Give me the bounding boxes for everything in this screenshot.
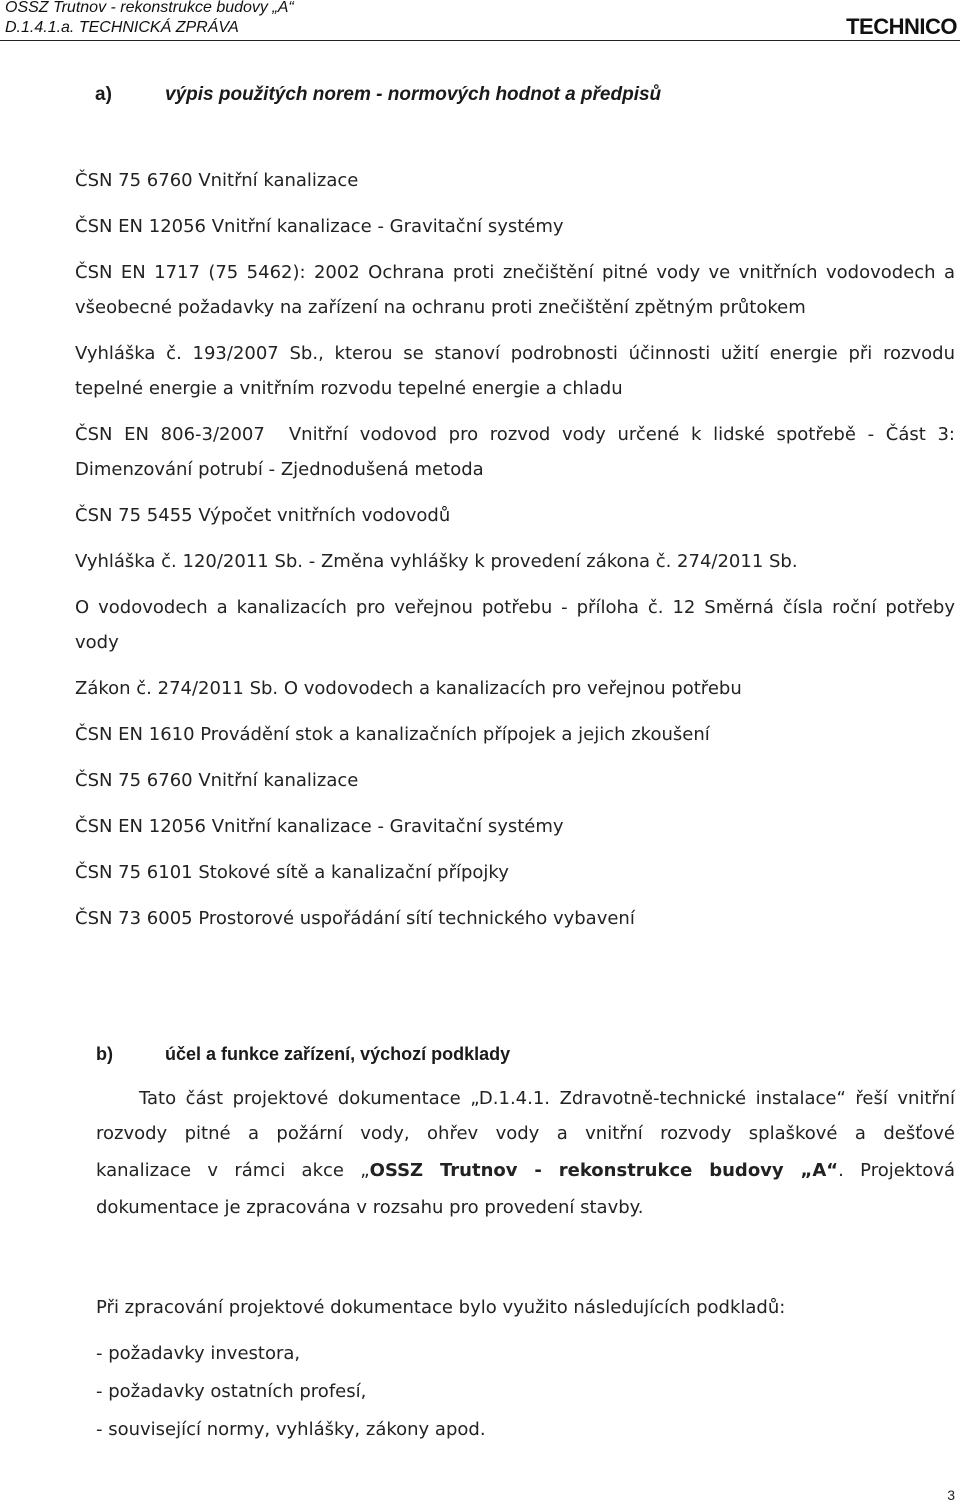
norm-item: všeobecné požadavky na zařízení na ochranu proti znečištění zpětným průtokem <box>75 297 806 318</box>
norm-code: ČSN EN 806-3/2007 <box>75 424 265 445</box>
norm-item: ČSN 73 6005 Prostorové uspořádání sítí technického vybavení <box>75 908 635 929</box>
norm-item: Vyhláška č. 120/2011 Sb. - Změna vyhlášky k provedení zákona č. 274/2011 Sb. <box>75 551 798 572</box>
norm-item: O vodovodech a kanalizacích pro veřejnou potřebu - příloha č. 12 Směrná čísla roční potřeby <box>75 597 955 618</box>
document-code: D.1.4.1.a. TECHNICKÁ ZPRÁVA <box>5 19 239 36</box>
section-b-letter: b) <box>96 1044 113 1064</box>
norm-item: ČSN EN 1717 (75 5462): 2002 Ochrana proti znečištění pitné vody ve vnitřních vodovodech a <box>75 262 955 283</box>
section-a-title: výpis použitých norem - normových hodnot a předpisů <box>165 84 662 105</box>
section-a-letter: a) <box>95 84 112 105</box>
paragraph-line: rozvody pitné a požární vody, ohřev vody a vnitřní rozvody splaškové a dešťové <box>96 1123 955 1144</box>
list-item: - požadavky investora, <box>96 1343 301 1364</box>
company-logo: TECHNICO <box>846 14 957 39</box>
norm-item: ČSN 75 6760 Vnitřní kanalizace <box>75 770 359 791</box>
document-title: OSSZ Trutnov - rekonstrukce budovy „A“ <box>5 0 294 16</box>
norm-item: ČSN EN 1610 Provádění stok a kanalizačních přípojek a jejich zkoušení <box>75 724 710 745</box>
norm-item: Dimenzování potrubí - Zjednodušená metoda <box>75 459 484 480</box>
norm-item: ČSN EN 12056 Vnitřní kanalizace - Gravitační systémy <box>75 216 564 237</box>
paragraph-line: Tato část projektové dokumentace „D.1.4.1. Zdravotně-technické instalace“ řeší vnitřní <box>139 1088 955 1109</box>
list-item: - související normy, vyhlášky, zákony apod. <box>96 1419 486 1440</box>
sources-intro: Při zpracování projektové dokumentace bylo využito následujících podkladů: <box>96 1297 786 1318</box>
paragraph-line: kanalizace v rámci akce „OSSZ Trutnov - rekonstrukce budovy „A“. Projektová <box>96 1160 955 1181</box>
norm-item: ČSN 75 6101 Stokové sítě a kanalizační přípojky <box>75 862 509 883</box>
section-b-title: účel a funkce zařízení, výchozí podklady <box>165 1044 511 1064</box>
project-name: OSSZ Trutnov - rekonstrukce budovy „A“ <box>369 1160 839 1181</box>
norm-item: ČSN 75 5455 Výpočet vnitřních vodovodů <box>75 505 451 526</box>
norm-item: vody <box>75 632 119 653</box>
paragraph-line: dokumentace je zpracována v rozsahu pro provedení stavby. <box>96 1197 644 1218</box>
norm-item <box>75 424 955 445</box>
norm-item: tepelné energie a vnitřním rozvodu tepelné energie a chladu <box>75 378 623 399</box>
norm-item: Vyhláška č. 193/2007 Sb., kterou se stanoví podrobnosti účinnosti užití energie při rozvodu <box>75 343 955 364</box>
list-item: - požadavky ostatních profesí, <box>96 1381 367 1402</box>
page-header <box>0 0 960 40</box>
page-number: 3 <box>947 1487 955 1503</box>
header-divider <box>0 40 960 41</box>
norm-item: ČSN 75 6760 Vnitřní kanalizace <box>75 170 359 191</box>
norm-item: Zákon č. 274/2011 Sb. O vodovodech a kanalizacích pro veřejnou potřebu <box>75 678 742 699</box>
norm-item: ČSN EN 12056 Vnitřní kanalizace - Gravitační systémy <box>75 816 564 837</box>
norm-description: Vnitřní vodovod pro rozvod vody určené k lidské spotřebě - Část 3: <box>288 424 955 445</box>
